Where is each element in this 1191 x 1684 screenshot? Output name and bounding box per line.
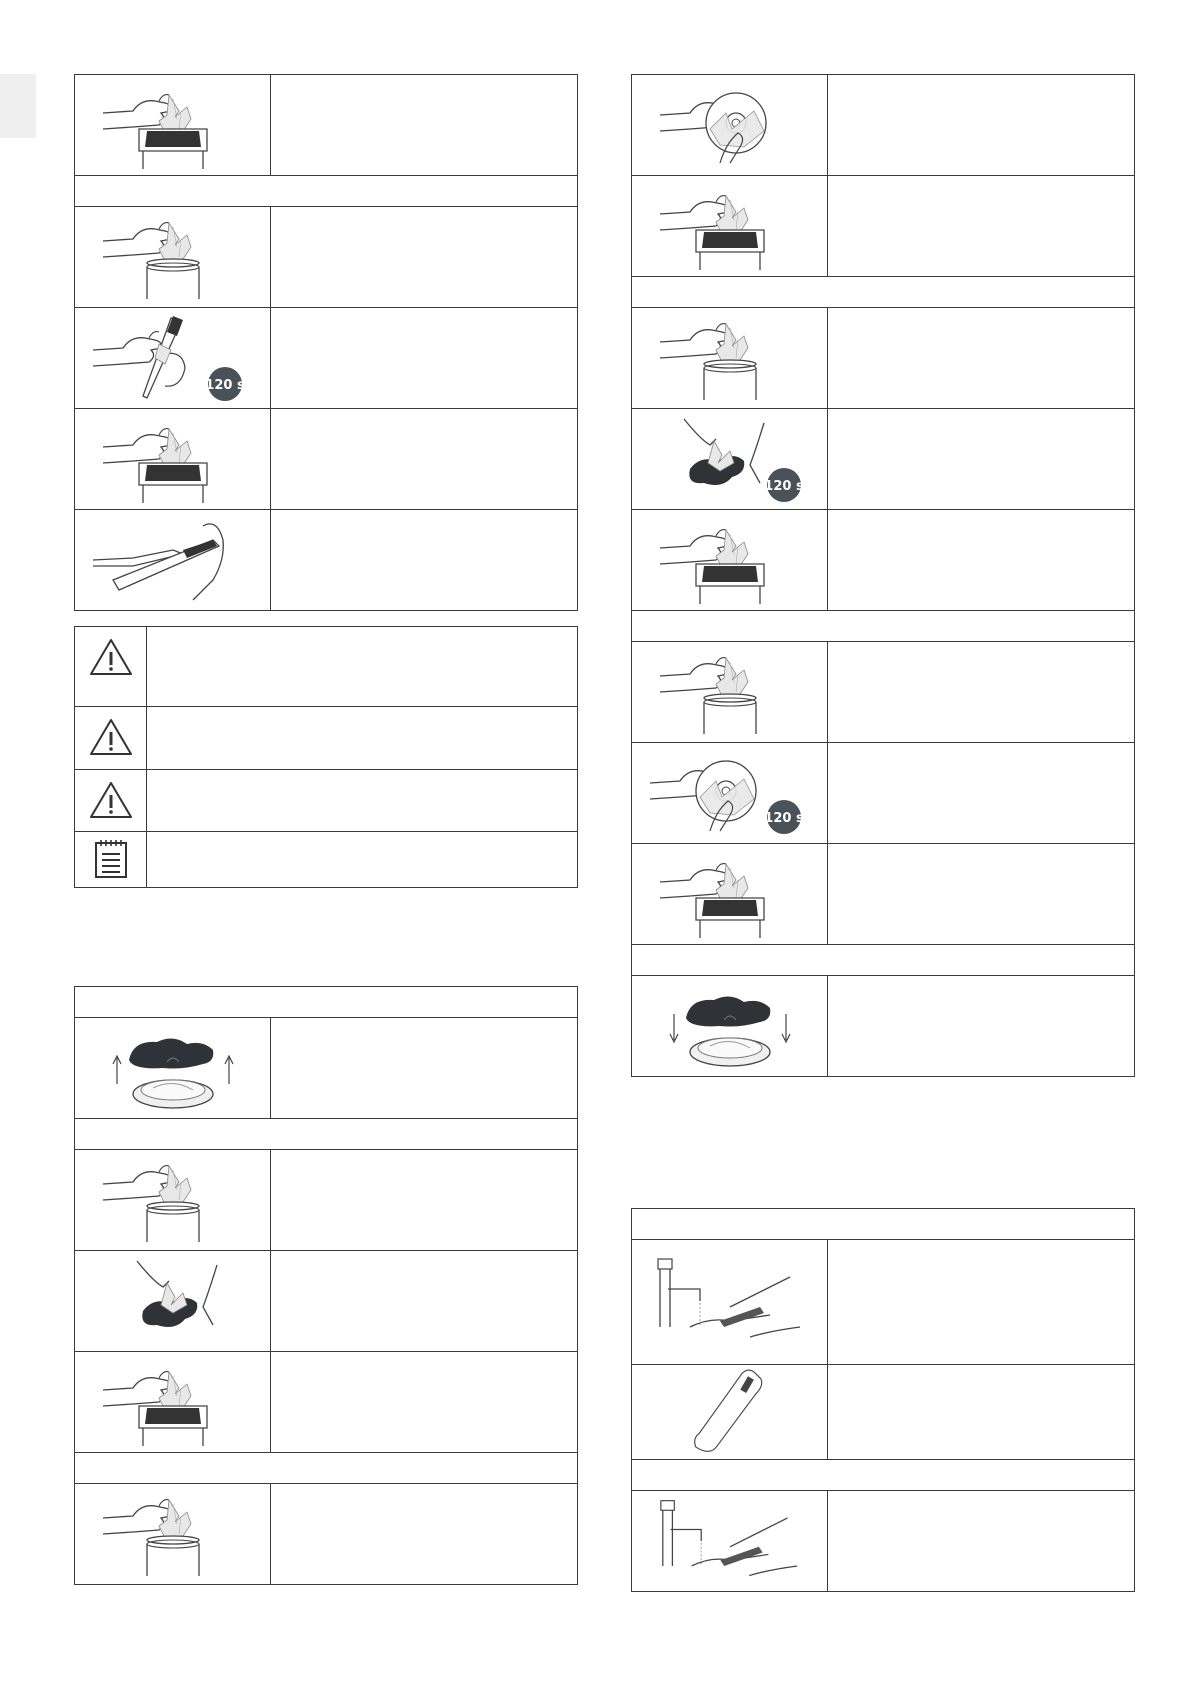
section-header-row bbox=[632, 1460, 1135, 1491]
step-row bbox=[75, 1484, 578, 1585]
rinse-under-tap-icon bbox=[640, 1493, 820, 1589]
section-header-row bbox=[632, 277, 1135, 308]
step-row bbox=[75, 308, 578, 409]
step-row bbox=[632, 409, 1135, 510]
dry-handle-icon bbox=[83, 512, 263, 608]
warning-row bbox=[75, 627, 578, 707]
step-row bbox=[75, 1018, 578, 1119]
section-header-row bbox=[75, 1453, 578, 1484]
notepad-icon bbox=[91, 838, 131, 882]
step-table-3 bbox=[631, 74, 1135, 1077]
section-header-row bbox=[75, 176, 578, 207]
right-column bbox=[631, 74, 1135, 1592]
wipe-into-bin-icon bbox=[93, 411, 253, 507]
warning-triangle-icon bbox=[87, 637, 135, 679]
cover-sleeve-icon bbox=[660, 1365, 800, 1459]
step-row bbox=[632, 75, 1135, 176]
wipe-from-canister-icon bbox=[93, 209, 253, 305]
wipe-into-bin-icon bbox=[650, 178, 810, 274]
warning-triangle-icon bbox=[87, 717, 135, 759]
step-row bbox=[632, 642, 1135, 743]
step-row bbox=[632, 510, 1135, 611]
warning-triangle-icon bbox=[87, 780, 135, 822]
section-header-row bbox=[632, 945, 1135, 976]
step-row bbox=[75, 207, 578, 308]
left-column bbox=[74, 74, 578, 1585]
timer-badge-label: 120 s bbox=[763, 811, 804, 826]
wipe-into-bin-icon bbox=[93, 1354, 253, 1450]
place-pad-icon bbox=[650, 978, 810, 1074]
wipe-wand-icon bbox=[93, 1253, 253, 1349]
step-row bbox=[632, 844, 1135, 945]
step-row bbox=[632, 176, 1135, 277]
wipe-wand-icon bbox=[640, 411, 820, 507]
step-row bbox=[75, 75, 578, 176]
section-header-row bbox=[632, 1209, 1135, 1240]
wipe-into-bin-icon bbox=[650, 512, 810, 608]
wipe-from-canister-icon bbox=[93, 1486, 253, 1582]
step-table-1 bbox=[74, 74, 578, 611]
step-row bbox=[632, 1365, 1135, 1460]
warning-row bbox=[75, 707, 578, 770]
wipe-head-icon bbox=[650, 77, 810, 173]
step-row bbox=[632, 976, 1135, 1077]
step-row bbox=[75, 409, 578, 510]
step-row bbox=[632, 743, 1135, 844]
warning-row bbox=[75, 770, 578, 832]
wipe-from-canister-icon bbox=[650, 644, 810, 740]
step-table-4 bbox=[631, 1208, 1135, 1592]
wipe-from-canister-icon bbox=[93, 1152, 253, 1248]
step-row bbox=[632, 1240, 1135, 1365]
wipe-into-bin-icon bbox=[93, 77, 253, 173]
step-row bbox=[632, 1491, 1135, 1592]
section-header-row bbox=[75, 987, 578, 1018]
note-row bbox=[75, 832, 578, 888]
wipe-handle-icon bbox=[83, 310, 263, 406]
section-header-row bbox=[632, 611, 1135, 642]
timer-badge-label: 120 s bbox=[204, 378, 245, 393]
step-row bbox=[632, 308, 1135, 409]
step-row bbox=[75, 510, 578, 611]
step-row bbox=[75, 1150, 578, 1251]
lift-pad-icon bbox=[93, 1020, 253, 1116]
step-table-2 bbox=[74, 986, 578, 1585]
step-row bbox=[75, 1352, 578, 1453]
wipe-into-bin-icon bbox=[650, 846, 810, 942]
step-row bbox=[75, 1251, 578, 1352]
section-header-row bbox=[75, 1119, 578, 1150]
wipe-head-icon bbox=[640, 745, 820, 841]
timer-badge-label: 120 s bbox=[763, 479, 804, 494]
rinse-under-tap-icon bbox=[640, 1247, 820, 1357]
wipe-from-canister-icon bbox=[650, 310, 810, 406]
warning-table bbox=[74, 626, 578, 888]
side-tab-marker bbox=[0, 74, 36, 138]
